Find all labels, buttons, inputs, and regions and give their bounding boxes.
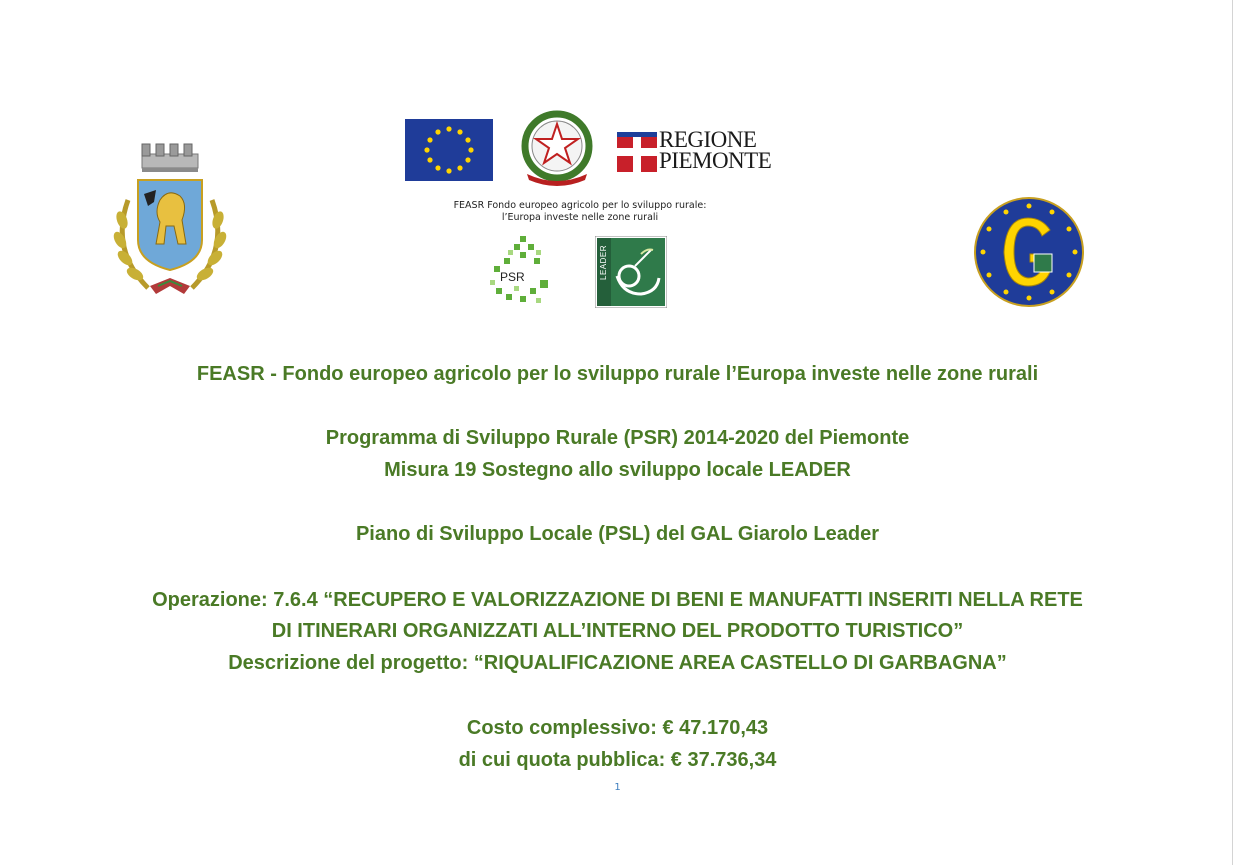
gal-giarolo-logo [972,196,1086,308]
regione-line-2: PIEMONTE [659,148,772,173]
eu-flag-logo [405,119,493,181]
feasr-caption-line-2: l’Europa investe nelle zone rurali [501,212,659,223]
operazione-line-1: Operazione: 7.6.4 “RECUPERO E VALORIZZAZIONE DI BENI E MANUFATTI INSERITI NELLA RETE [152,589,1083,611]
leader-label: LEADER [599,244,609,281]
feasr-logo-caption [400,200,760,224]
costo-line: Costo complessivo: € 47.170,43 [466,717,769,739]
feasr-title: FEASR - Fondo europeo agricolo per lo sviluppo rurale l’Europa investe nelle zone rurali [196,363,1039,385]
quota-pubblica-line: di cui quota pubblica: € 37.736,34 [458,749,777,771]
descrizione-line: Descrizione del progetto: “RIQUALIFICAZIONE AREA CASTELLO DI GARBAGNA” [228,652,1007,674]
page-number: 1 [614,782,621,793]
regione-line-1: REGIONE [659,127,757,152]
leader-logo [595,236,667,308]
italian-republic-emblem-logo [519,108,595,190]
operazione-line-2: DI ITINERARI ORGANIZZATI ALL’INTERNO DEL PRODOTTO TURISTICO” [271,620,964,642]
psr-logo [490,236,552,306]
municipal-coat-of-arms-logo [108,140,232,300]
regione-piemonte-logo [617,127,772,176]
feasr-caption-line-1: FEASR Fondo europeo agricolo per lo sviluppo rurale: [453,200,707,211]
piano-line: Piano di Sviluppo Locale (PSL) del GAL Giarolo Leader [355,523,880,545]
misura-line: Misura 19 Sostegno allo sviluppo locale LEADER [384,459,851,481]
programma-line: Programma di Sviluppo Rurale (PSR) 2014-2020 del Piemonte [325,427,910,449]
psr-label: PSR [500,270,525,284]
